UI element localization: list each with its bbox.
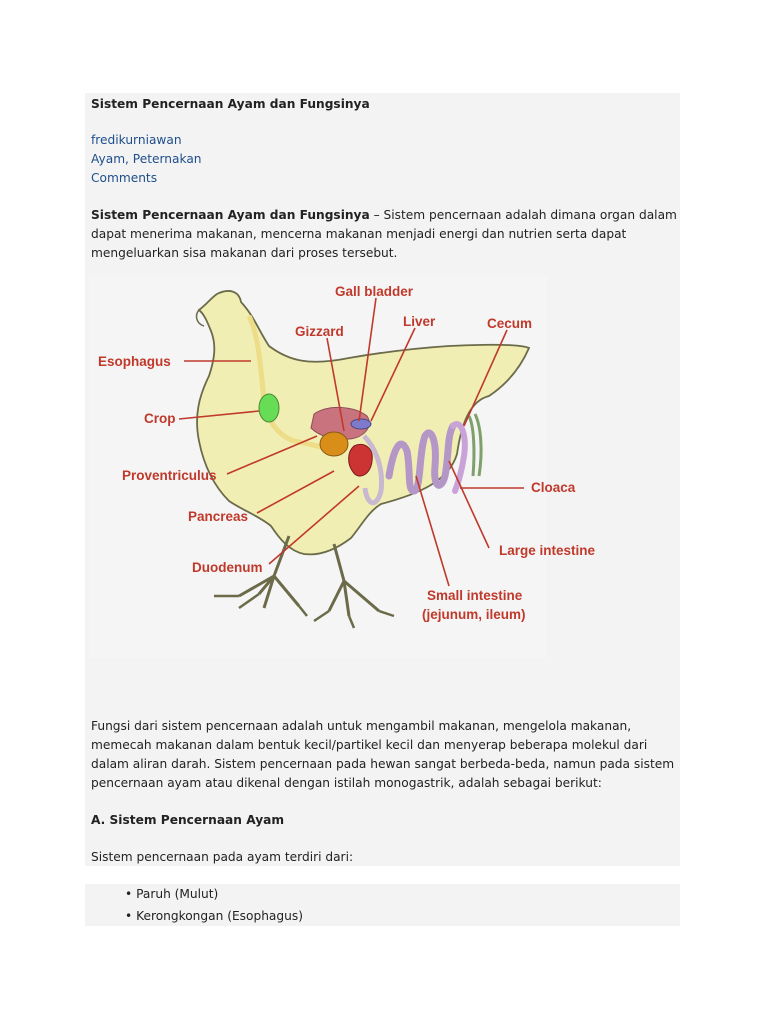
intro-line-3: mengeluarkan sisa makanan dari proses tersebut.: [91, 246, 398, 260]
paragraph-line-1: Fungsi dari sistem pencernaan adalah untuk mengambil makanan, mengelola makanan,: [91, 719, 632, 733]
pancreas-label: Pancreas: [188, 509, 249, 524]
gizzard-label: Gizzard: [295, 324, 344, 339]
paragraph-line-2: memecah makanan dalam bentuk kecil/partikel kecil dan menyerap beberapa molekul dari: [91, 738, 648, 752]
section-intro: Sistem pencernaan pada ayam terdiri dari:: [91, 850, 354, 864]
small-intestine-label-1: Small intestine: [427, 588, 523, 603]
intro-text-1: – Sistem pencernaan adalah dimana organ dalam: [369, 208, 677, 222]
crop-label: Crop: [144, 411, 176, 426]
proventriculus-label: Proventriculus: [122, 468, 217, 483]
article-panel: [85, 93, 680, 866]
intro-line-1: [91, 206, 676, 225]
small-intestine-label-2: (jejunum, ileum): [422, 607, 526, 622]
diagram-svg: [89, 276, 596, 658]
gizzard-organ: [320, 432, 348, 456]
list-item: • Kerongkongan (Esophagus): [125, 909, 303, 923]
author-link[interactable]: fredikurniawan: [91, 133, 182, 147]
cloaca-label: Cloaca: [531, 480, 576, 495]
intro-line-2: dapat menerima makanan, mencerna makanan menjadi energi dan nutrien serta dapat: [91, 227, 627, 241]
duodenum-label: Duodenum: [192, 560, 263, 575]
liver-label: Liver: [403, 314, 436, 329]
cecum-organ: [469, 414, 481, 476]
article-title: Sistem Pencernaan Ayam dan Fungsinya: [91, 97, 370, 111]
cecum-label: Cecum: [487, 316, 533, 331]
section-heading: A. Sistem Pencernaan Ayam: [91, 813, 285, 827]
intro-bold: Sistem Pencernaan Ayam dan Fungsinya: [91, 208, 370, 222]
large-intestine-pointer: [449, 461, 489, 548]
esophagus-label: Esophagus: [98, 354, 171, 369]
paragraph-line-3: dalam aliran darah. Sistem pencernaan pada hewan sangat berbeda-beda, namun pada sistem: [91, 757, 675, 771]
small-intestine-pointer: [416, 476, 449, 586]
gall-bladder-organ: [351, 419, 371, 429]
gall-bladder-label: Gall bladder: [335, 284, 414, 299]
paragraph-line-4: pencernaan ayam atau dikenal dengan istilah monogastrik, adalah sebagai berikut:: [91, 776, 602, 790]
categories-link[interactable]: Ayam, Peternakan: [91, 152, 202, 166]
foot-right: [314, 611, 394, 628]
list-panel: [85, 884, 680, 926]
large-intestine-label: Large intestine: [499, 543, 596, 558]
chicken-digestive-diagram: [89, 276, 596, 658]
comments-link[interactable]: Comments: [91, 171, 158, 185]
crop-organ: [259, 394, 279, 422]
list-item: • Paruh (Mulut): [125, 887, 219, 901]
leg-right: [329, 544, 379, 616]
proventriculus-organ: [349, 444, 373, 476]
